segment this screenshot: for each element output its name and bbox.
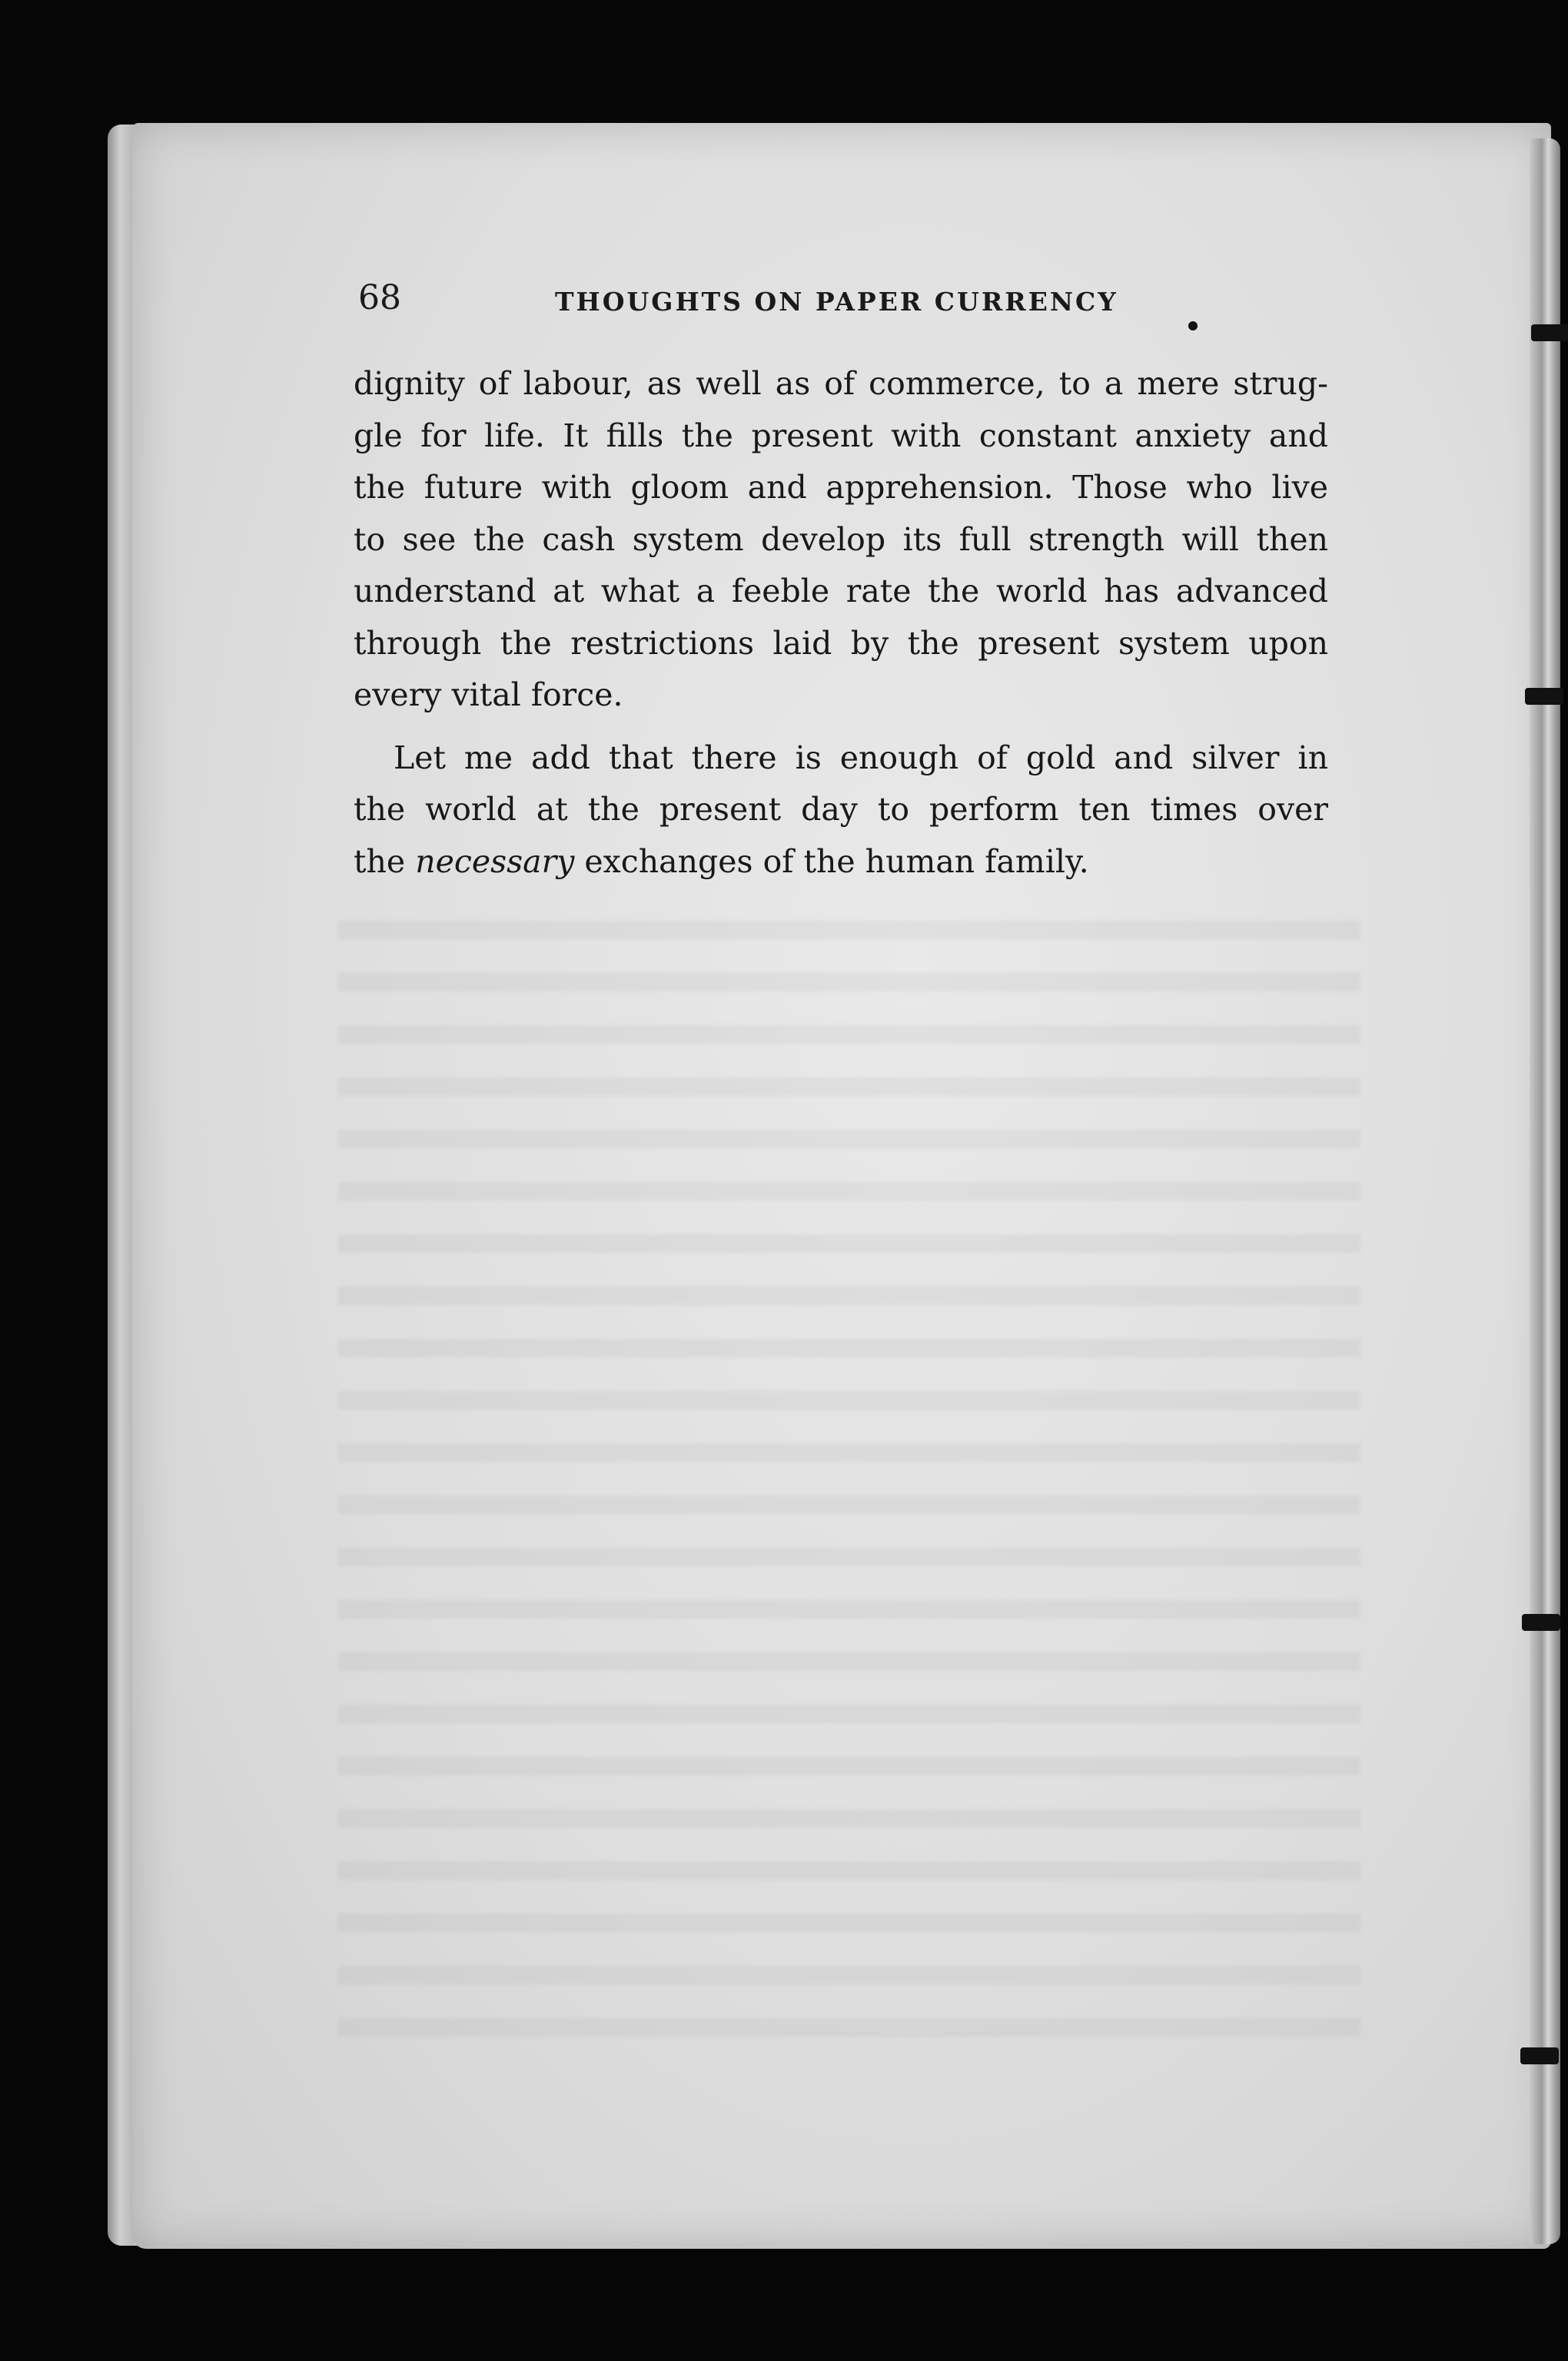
paragraph-1 <box>354 358 1328 722</box>
text-line: through the restrictions laid by the present system upon <box>354 624 1328 662</box>
text-line <box>354 836 1328 888</box>
text-line: every vital force. <box>354 676 623 713</box>
page-number: 68 <box>358 278 401 317</box>
text-line: Let me add that there is enough of gold and silver in <box>394 739 1328 776</box>
binding-clip <box>1525 688 1563 705</box>
text-line: the future with gloom and apprehension. Those who live <box>354 469 1328 506</box>
running-title: THOUGHTS ON PAPER CURRENCY <box>555 287 1118 317</box>
text-fragment: exchanges of the human family. <box>574 842 1089 880</box>
binding-clip <box>1522 1614 1560 1631</box>
paragraph-2 <box>354 732 1328 888</box>
page-header <box>358 275 1227 329</box>
text-fragment: the <box>354 842 416 880</box>
binding-clip <box>1520 2047 1559 2064</box>
text-line: gle for life. It fills the present with constant anxiety and <box>354 417 1328 454</box>
page-stack-edge <box>1530 138 1560 2244</box>
bleed-through-text <box>338 892 1360 2060</box>
text-line: the world at the present day to perform ten times over <box>354 791 1328 828</box>
emphasized-word: necessary <box>415 842 575 880</box>
binding-clip <box>1531 324 1568 341</box>
text-line: to see the cash system develop its full strength will then <box>354 520 1328 558</box>
text-line: dignity of labour, as well as of commerce, to a mere strug- <box>354 365 1328 402</box>
text-line: understand at what a feeble rate the world has advanced <box>354 573 1328 609</box>
body-text <box>354 358 1328 888</box>
